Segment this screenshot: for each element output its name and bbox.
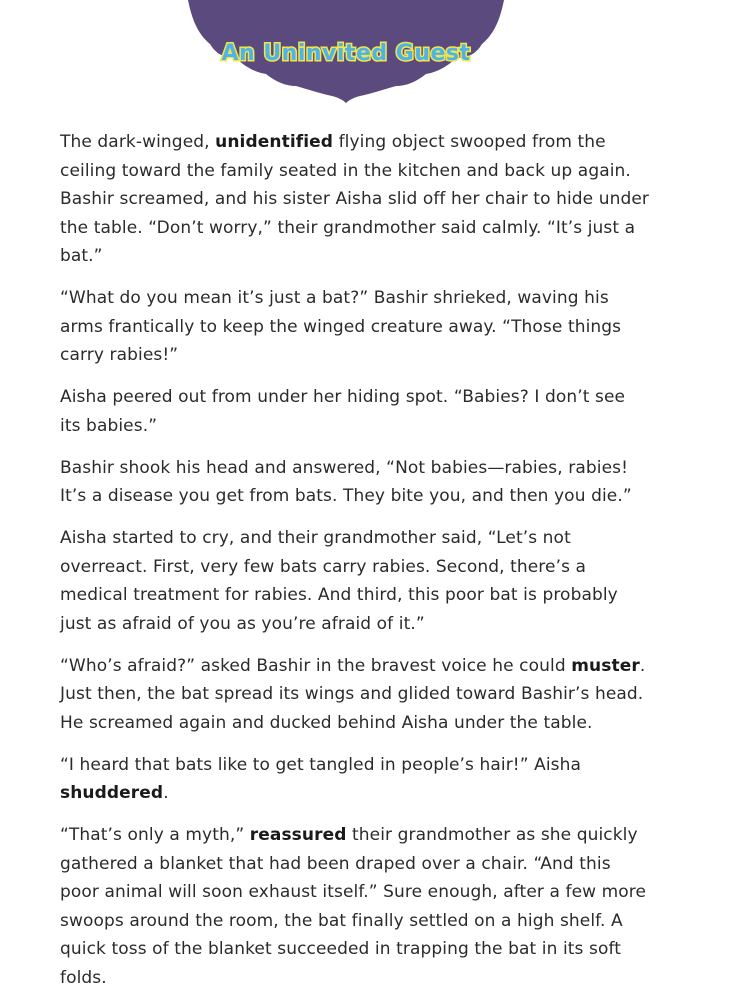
paragraph-5: Aisha started to cry, and their grandmother said, “Let’s not overreact. First, very few bats carry rabies. Second, there’s a medical treatment for rabies. And third, this poor bat is probably just as afraid of you as you’re afraid of it.” (60, 528, 618, 634)
paragraph-4: Bashir shook his head and answered, “Not babies—rabies, rabies! It’s a disease you get from bats. They bite you, and then you die.” (60, 457, 632, 506)
paragraph-6: “Who’s afraid?” asked Bashir in the bravest voice he could muster. Just then, the bat spread its wings and glided toward Bashir’s head. He screamed again and ducked behind Aisha under the table. (60, 655, 646, 733)
paragraph-3: Aisha peered out from under her hiding spot. “Babies? I don’t see its babies.” (60, 387, 626, 436)
paragraph-2: “What do you mean it’s just a bat?” Bashir shrieked, waving his arms frantically to keep the winged creature away. “Those things carry rabies!” (60, 288, 622, 365)
vocab-word-shuddered: shuddered (60, 783, 164, 803)
vocab-word-muster: muster (571, 655, 640, 676)
story-text (60, 128, 650, 1006)
paragraph-7: “I heard that bats like to get tangled in people’s hair!” Aisha shuddered. (60, 754, 582, 803)
paragraph-1: The dark-winged, unidentified flying object swooped from the ceiling toward the family seated in the kitchen and back up again. Bashir screamed, and his sister Aisha slid off her chair to hide under the table. “Don’t worry,” their grandmother said calmly. “It’s just a bat.” (60, 132, 650, 266)
vocab-word-reassured: reassured (249, 825, 347, 845)
vocab-word-unidentified: unidentified (215, 132, 334, 152)
paragraph-8: “That’s only a myth,” reassured their grandmother as she quickly gathered a blanket that had been draped over a chair. “And this poor animal will soon exhaust itself.” Sure enough, after a few more swoops around the room, the bat finally settled on a high shelf. A quick toss of the blanket succeeded in trapping the bat in its soft folds. (60, 825, 647, 988)
bat-illustration (186, 0, 506, 104)
banner-title: An Uninvited Guest (221, 41, 471, 66)
title-banner (186, 0, 506, 104)
